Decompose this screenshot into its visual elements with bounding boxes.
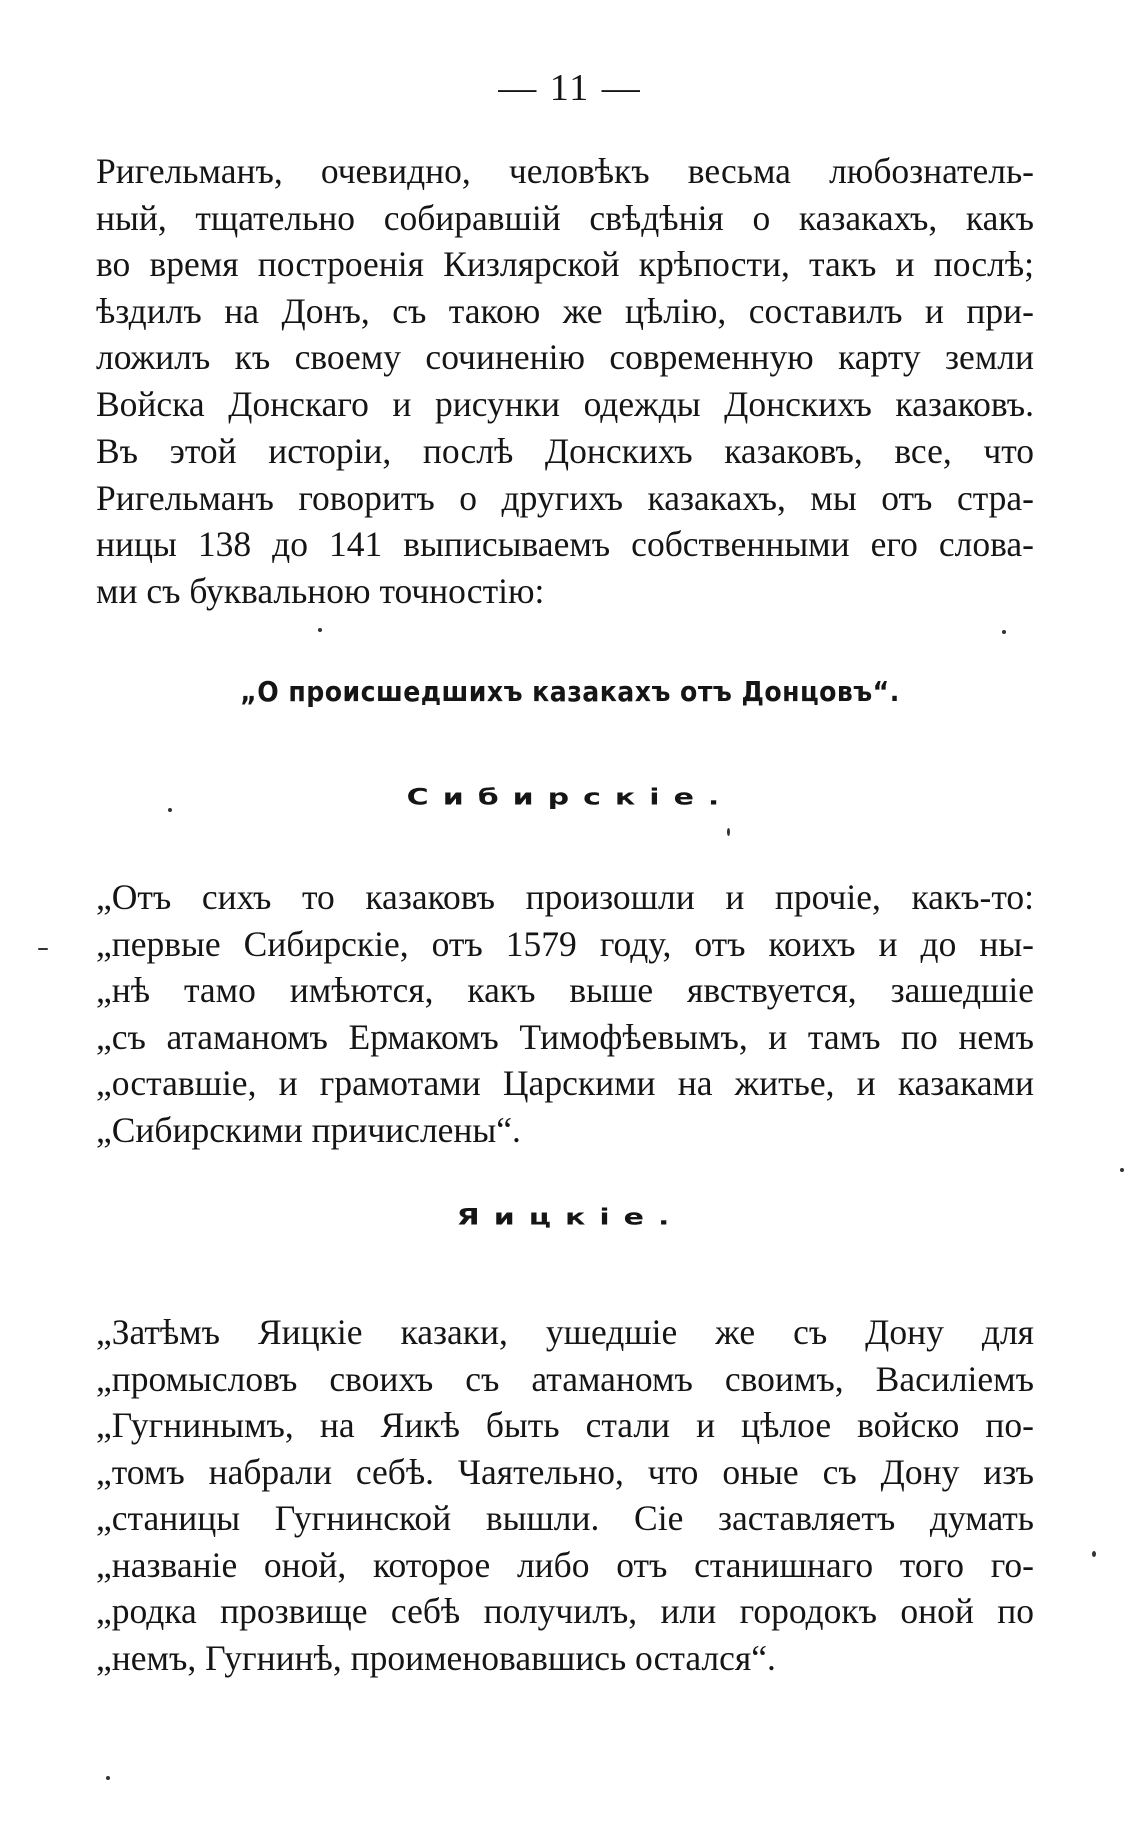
print-speck (1092, 1551, 1096, 1557)
text-line: „съ атаманомъ Ермакомъ Тимофѣевымъ, и тамъ по немъ (96, 1016, 1034, 1057)
text-line: „Сибирскими причислены“. (96, 1109, 521, 1150)
page-number: — 11 — (498, 67, 642, 109)
text-line: ный, тщательно собиравшій свѣдѣнія о казакахъ, какъ (96, 197, 1034, 238)
text-line: во время построенія Кизлярской крѣпости, такъ и послѣ; (96, 244, 1034, 284)
text-line: Ригельманъ, очевидно, человѣкъ весьма любознатель- (96, 151, 1034, 191)
text-line: Въ этой исторіи, послѣ Донскихъ казаковъ, все, что (96, 431, 1034, 471)
section-heading-origin: „О происшедшихъ казакахъ отъ Донцовъ“. (240, 675, 900, 708)
text-line: ми съ буквальною точностію: (96, 570, 545, 611)
paragraph-rigelman-description (96, 148, 1034, 427)
paragraph-sibir (96, 874, 1034, 1153)
text-line: „родка прозвище себѣ получилъ, или городокъ оной по (96, 1591, 1034, 1631)
paragraph-history-intro (96, 428, 1034, 614)
text-line: „томъ набрали себѣ. Чаятельно, что оные съ Дону изъ (96, 1451, 1034, 1492)
print-speck (106, 1776, 110, 1780)
text-line: „Затѣмъ Яицкіе казаки, ушедшіе же съ Дону для (96, 1312, 1034, 1352)
print-speck (1120, 1168, 1124, 1172)
text-line: „Отъ сихъ то казаковъ произошли и прочіе, какъ-то: (96, 877, 1034, 917)
section-heading-yaik: Яицкіе. (456, 1204, 684, 1231)
section-heading-sibir: Сибирскіе. (406, 784, 734, 811)
text-line: „названіе оной, которое либо отъ станишнаго того го- (96, 1544, 1034, 1585)
text-line: „оставшіе, и грамотами Царскими на житье, и казаками (96, 1063, 1034, 1103)
text-line: ѣздилъ на Донъ, съ такою же цѣлію, составилъ и при- (96, 290, 1034, 331)
paragraph-yaik (96, 1309, 1034, 1681)
print-speck (318, 628, 322, 632)
print-speck (38, 948, 48, 950)
print-speck (727, 828, 730, 836)
text-line: „немъ, Гугнинѣ, проименовавшись остался“. (96, 1637, 776, 1678)
print-speck (1002, 630, 1006, 634)
text-line: „промысловъ своихъ съ атаманомъ своимъ, Василіемъ (96, 1358, 1034, 1399)
text-line: „станицы Гугнинской вышли. Сіе заставляетъ думать (96, 1498, 1034, 1538)
text-line: Войска Донскаго и рисунки одежды Донскихъ казаковъ. (96, 383, 1034, 424)
text-line: „Гугнинымъ, на Яикѣ быть стали и цѣлое войско по- (96, 1405, 1034, 1445)
text-line: Ригельманъ говоритъ о другихъ казакахъ, мы отъ стра- (96, 477, 1034, 518)
text-line: „нѣ тамо имѣются, какъ выше явствуется, зашедшіе (96, 970, 1034, 1010)
text-line: ложилъ къ своему сочиненію современную карту земли (96, 337, 1034, 377)
print-speck (168, 808, 172, 812)
text-line: „первые Сибирскіе, отъ 1579 году, отъ коихъ и до ны- (96, 923, 1034, 964)
text-line: ницы 138 до 141 выписываемъ собственными его слова- (96, 524, 1034, 564)
